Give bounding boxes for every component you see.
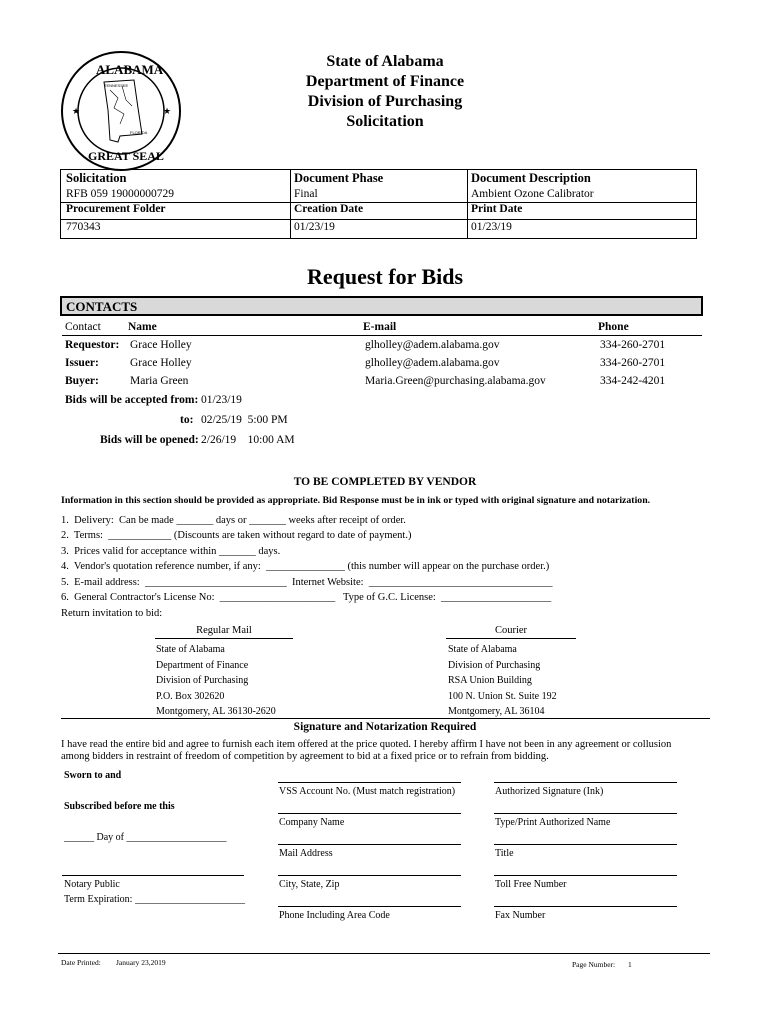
opened-value: 2/26/19 10:00 AM <box>201 434 295 446</box>
header-line-division: Division of Purchasing <box>307 93 463 110</box>
print-date-label: Print Date <box>471 203 523 215</box>
solicitation-value: RFB 059 19000000729 <box>66 188 174 200</box>
contacts-label: CONTACTS <box>66 299 138 314</box>
creation-date-value: 01/23/19 <box>294 221 335 233</box>
contact-name: Grace Holley <box>130 357 192 369</box>
svg-text:TENNESSEE: TENNESSEE <box>104 83 129 88</box>
vss-account-field: VSS Account No. (Must match registration) <box>279 786 456 797</box>
document-phase-value: Final <box>294 188 318 200</box>
to-value: 02/25/19 5:00 PM <box>201 414 288 426</box>
notary-public-label: Notary Public <box>64 879 120 890</box>
authorized-name-field: Type/Print Authorized Name <box>495 817 611 828</box>
date-printed-label: Date Printed: <box>61 958 101 967</box>
col-name: Name <box>128 321 157 333</box>
vendor-info: Information in this section should be provided as appropriate. Bid Response must be in ink or typed with original signature and notarization. <box>61 495 651 506</box>
to-label: to: <box>180 414 194 426</box>
opened-label: Bids will be opened: <box>100 434 199 446</box>
regular-mail-address: State of Alabama Department of Finance Division of Purchasing P.O. Box 302620 Montgomery, AL 36130-2620 <box>156 644 276 717</box>
city-state-zip-field: City, State, Zip <box>279 879 340 890</box>
vendor-item-delivery: 1. Delivery: Can be made _______ days or _______ weeks after receipt of order. <box>61 515 406 526</box>
print-date-value: 01/23/19 <box>471 221 512 233</box>
signature-statement: I have read the entire bid and agree to furnish each item offered at the price quoted. I hereby affirm I have not been in any agreement or collusion among bidders in restraint of freedom of competition by agreement to bid at a fixed price or to refrain from bidding. <box>61 739 672 762</box>
page-title: Request for Bids <box>306 264 464 289</box>
contact-phone: 334-242-4201 <box>600 375 666 387</box>
contact-role: Issuer: <box>65 357 99 369</box>
vendor-item-license: 6. General Contractor's License No: ______________________ Type of G.C. License: _____________________ <box>61 592 552 603</box>
day-of-label: ______ Day of ____________________ <box>64 832 227 843</box>
mail-address-field: Mail Address <box>279 848 333 859</box>
phone-field: Phone Including Area Code <box>279 910 390 921</box>
vendor-item-terms: 2. Terms: ____________ (Discounts are taken without regard to date of payment.) <box>61 530 412 541</box>
company-name-field: Company Name <box>279 817 345 828</box>
return-label: Return invitation to bid: <box>61 608 163 619</box>
svg-text:★: ★ <box>163 106 172 116</box>
svg-text:★: ★ <box>72 106 81 116</box>
accepted-from-value: 01/23/19 <box>201 394 242 406</box>
creation-date-label: Creation Date <box>294 203 364 215</box>
fax-number-field: Fax Number <box>495 910 546 921</box>
authorized-signature-field: Authorized Signature (Ink) <box>495 786 604 797</box>
signature-heading: Signature and Notarization Required <box>293 721 477 733</box>
contact-role: Buyer: <box>65 375 99 387</box>
toll-free-field: Toll Free Number <box>495 879 567 890</box>
contact-email: Maria.Green@purchasing.alabama.gov <box>365 375 546 387</box>
procurement-folder-label: Procurement Folder <box>66 203 166 215</box>
procurement-folder-value: 770343 <box>66 221 101 233</box>
header-line-state: State of Alabama <box>326 53 444 70</box>
contact-email: glholley@adem.alabama.gov <box>365 339 500 351</box>
vendor-item-quotation: 4. Vendor's quotation reference number, if any: _______________ (this number will appear on the purchase order.) <box>61 561 550 572</box>
contact-role: Requestor: <box>65 339 120 351</box>
document-description-value: Ambient Ozone Calibrator <box>471 188 594 200</box>
sworn-label: Sworn to and <box>64 770 122 781</box>
courier-title: Courier <box>494 625 528 636</box>
vendor-item-email: 5. E-mail address: ___________________________ Internet Website: ___________________________________ <box>61 577 553 588</box>
contact-name: Maria Green <box>130 375 189 387</box>
contact-phone: 334-260-2701 <box>600 339 666 351</box>
col-contact: Contact <box>65 321 101 333</box>
title-field: Title <box>495 848 514 859</box>
page-number-label: Page Number: <box>572 960 616 969</box>
header-title <box>270 52 500 132</box>
solicitation-label: Solicitation <box>66 171 127 185</box>
alabama-great-seal <box>60 50 182 172</box>
contact-phone: 334-260-2701 <box>600 357 666 369</box>
accepted-from-label: Bids will be accepted from: <box>65 394 199 406</box>
contacts-section-header <box>60 296 703 316</box>
date-printed-value: January 23,2019 <box>116 958 166 967</box>
svg-text:GREAT SEAL: GREAT SEAL <box>88 149 164 163</box>
solicitation-info-table <box>60 169 697 239</box>
header-line-department: Department of Finance <box>305 73 465 90</box>
contact-email: glholley@adem.alabama.gov <box>365 357 500 369</box>
courier-address: State of Alabama Division of Purchasing RSA Union Building 100 N. Union St. Suite 192 Montgomery, AL 36104 <box>448 644 557 717</box>
vendor-item-prices: 3. Prices valid for acceptance within _______ days. <box>61 546 281 557</box>
contact-name: Grace Holley <box>130 339 192 351</box>
header-line-solicitation: Solicitation <box>346 113 424 130</box>
subscribed-label: Subscribed before me this <box>64 801 175 812</box>
document-description-label: Document Description <box>471 171 591 185</box>
document-phase-label: Document Phase <box>294 171 384 185</box>
col-email: E-mail <box>363 321 397 333</box>
svg-text:FLORIDA: FLORIDA <box>130 130 148 135</box>
term-expiration-label: Term Expiration: ______________________ <box>64 894 245 905</box>
page-number-value: 1 <box>628 960 632 969</box>
regular-mail-title: Regular Mail <box>196 625 252 636</box>
col-phone: Phone <box>598 321 629 333</box>
svg-text:ALABAMA: ALABAMA <box>96 62 164 77</box>
vendor-heading: TO BE COMPLETED BY VENDOR <box>293 476 477 488</box>
